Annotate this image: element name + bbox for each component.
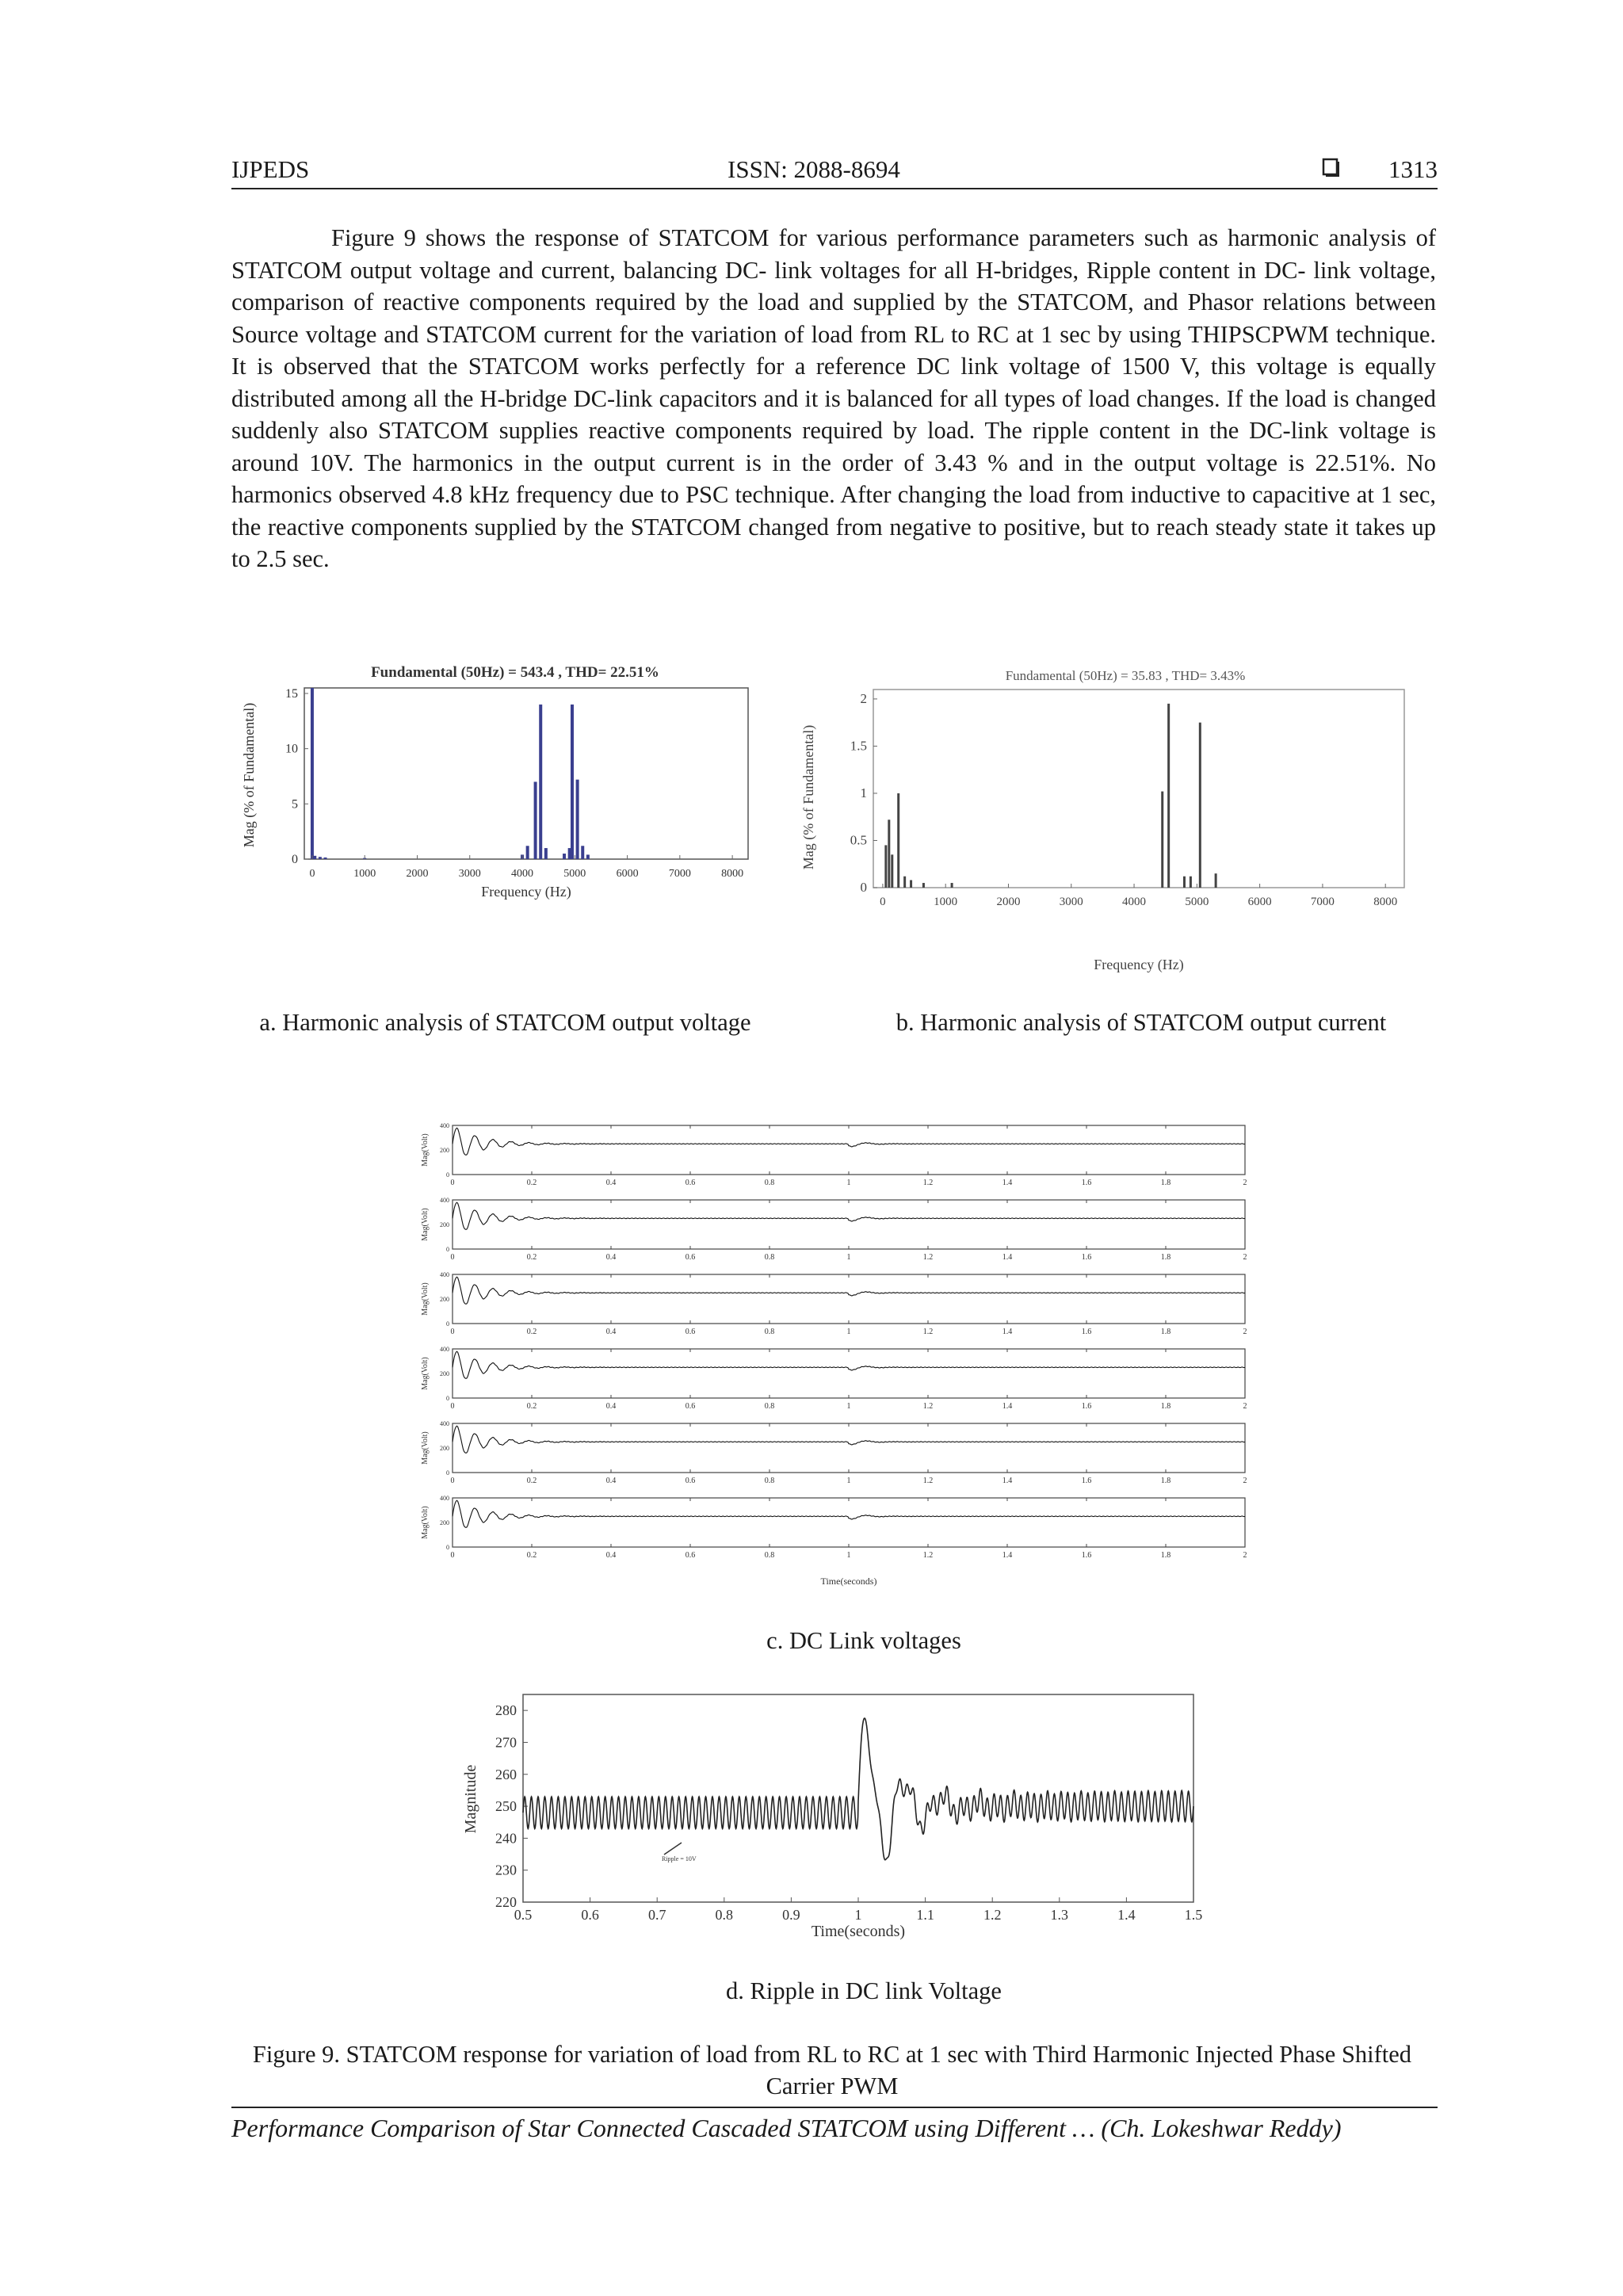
figure-c-xtick-label: 1 (846, 1551, 851, 1560)
figure-a-ylabel: Mag (% of Fundamental) (241, 702, 257, 848)
figure-d-annotation-arrow (664, 1843, 682, 1855)
figure-c-ytick-label: 400 (440, 1420, 449, 1427)
figure-c-dc-link-voltages (408, 1116, 1256, 1591)
figure-c-xtick-label: 0 (450, 1551, 455, 1560)
b-bar-5 (910, 880, 912, 888)
figure-c-xtick-label: 1.8 (1160, 1402, 1171, 1411)
b-bar-10 (1183, 877, 1186, 888)
body-paragraph: Figure 9 shows the response of STATCOM for various performance parameters such as harmonic analysis of STATCOM output voltage and current, balancing DC- link voltages for all H-bridges, Ripple content in DC- link voltage, comparison of reactive components required by the load and supplied by the STATCOM, and Phasor relations between Source voltage and STATCOM current for the variation of load from RL to RC at 1 sec by using THIPSCPWM technique. It is observed that the STATCOM works perfectly for a reference DC link voltage of 1500 V, this voltage is equally distributed among all the H-bridge DC-link capacitors and it is balanced for all types of load changes. If the load is changed suddenly also STATCOM supplies reactive components required by load. The ripple content in the DC-link voltage is around 10V. The harmonics in the output current is in the order of 3.43 % and in the output voltage is 22.51%. No harmonics observed 4.8 kHz frequency due to PSC technique. After changing the load from inductive to capacitive at 1 sec, the reactive components supplied by the STATCOM changed from negative to positive, but to reach steady state it takes up to 2.5 sec. (231, 224, 1436, 572)
figure-c-xtick-label: 1.4 (1002, 1477, 1013, 1485)
a-xtick-label: 5000 (563, 868, 586, 880)
figure-c-xtick-label: 0 (450, 1477, 455, 1485)
figure-c-panel-2 (421, 1197, 1247, 1262)
figure-c-xtick-label: 1 (846, 1179, 851, 1187)
figure-c-xtick-label: 2 (1243, 1402, 1247, 1411)
issn: ISSN: 2088-8694 (727, 155, 900, 183)
caption-a: a. Harmonic analysis of STATCOM output voltage (259, 1009, 751, 1036)
header-rule (231, 188, 1438, 189)
figure-c-xtick-label: 0.2 (526, 1402, 537, 1411)
b-xtick-label: 6000 (1247, 896, 1272, 908)
figure-d-ylabel: Magnitude (462, 1764, 479, 1834)
figure-c-xtick-label: 1.6 (1081, 1179, 1092, 1187)
figure-c-ytick-label: 400 (440, 1122, 449, 1129)
figure-c-ytick-label: 200 (440, 1519, 449, 1526)
figure-c-xtick-label: 1.8 (1160, 1253, 1171, 1262)
figure-c-xtick-label: 0.8 (764, 1477, 775, 1485)
figure-c-panel-frame (453, 1200, 1245, 1249)
figure-c-ytick-label: 200 (440, 1147, 449, 1154)
figure-c-panel-1 (421, 1122, 1247, 1187)
figure-c-xtick-label: 1.8 (1160, 1477, 1171, 1485)
figure-c-ytick-label: 0 (446, 1469, 449, 1477)
figure-c-panel-3 (421, 1271, 1247, 1336)
figure-c-xtick-label: 1.2 (922, 1477, 934, 1485)
b-xtick-label: 4000 (1122, 896, 1147, 908)
a-bar-15 (586, 854, 590, 859)
a-xtick-label: 6000 (616, 868, 639, 880)
a-xtick-label: 4000 (511, 868, 534, 880)
b-ytick-label: 1.5 (850, 738, 867, 754)
b-ytick-label: 0.5 (850, 832, 867, 848)
a-ytick-label: 15 (285, 686, 298, 701)
b-xtick-label: 8000 (1373, 896, 1398, 908)
figure-c-panel-4 (421, 1346, 1247, 1411)
figure-c-ytick-label: 0 (446, 1320, 449, 1328)
a-bar-13 (576, 780, 579, 859)
figure-c-xtick-label: 0 (450, 1179, 455, 1187)
b-ytick-label: 0 (860, 880, 867, 895)
figure-c-ytick-label: 200 (440, 1445, 449, 1452)
b-xtick-label: 1000 (934, 896, 958, 908)
figure-c-xtick-label: 0.8 (764, 1402, 775, 1411)
figure-c-xtick-label: 0.2 (526, 1477, 537, 1485)
a-bar-12 (571, 705, 574, 859)
b-bar-11 (1190, 877, 1192, 888)
figure-a-voltage-harmonics (230, 656, 769, 957)
caption-b: b. Harmonic analysis of STATCOM output current (896, 1009, 1387, 1036)
figure-c-xtick-label: 0.4 (605, 1551, 617, 1560)
page-number: 1313 (1388, 155, 1438, 183)
figure-c-xtick-label: 0.6 (685, 1253, 696, 1262)
figure-d-ytick-label: 270 (495, 1734, 517, 1751)
b-bar-7 (951, 883, 953, 888)
a-xtick-label: 7000 (668, 868, 691, 880)
figure-d-xtick-label: 1.2 (983, 1907, 1002, 1923)
b-bar-3 (897, 793, 899, 888)
figure-d-xtick-label: 1.1 (916, 1907, 934, 1923)
figure-c-xtick-label: 2 (1243, 1551, 1247, 1560)
b-ytick-label: 2 (860, 690, 867, 706)
figure-c-xtick-label: 0.2 (526, 1328, 537, 1336)
figure-c-waveform (453, 1277, 1245, 1304)
figure-c-xtick-label: 0 (450, 1328, 455, 1336)
figure-c-ytick-label: 200 (440, 1221, 449, 1228)
figure-c-ytick-label: 0 (446, 1171, 449, 1179)
a-bar-14 (581, 846, 584, 859)
b-ytick-label: 1 (860, 785, 867, 800)
figure-c-ytick-label: 0 (446, 1544, 449, 1551)
figure-c-xtick-label: 2 (1243, 1253, 1247, 1262)
figure-c-xtick-label: 1.4 (1002, 1551, 1013, 1560)
figure-d-xtick-label: 0.6 (581, 1907, 599, 1923)
figure-c-xtick-label: 0.2 (526, 1179, 537, 1187)
a-bar-3 (324, 858, 327, 859)
figure-d-ripple-line (523, 1718, 1193, 1860)
figure-c-xtick-label: 0.4 (605, 1477, 617, 1485)
figure-d-xtick-label: 1 (854, 1907, 862, 1923)
figure-c-ylabel: Mag(Volt) (421, 1208, 430, 1241)
figure-c-xtick-label: 0.6 (685, 1402, 696, 1411)
b-xtick-label: 0 (880, 896, 886, 908)
figure-c-xtick-label: 1.8 (1160, 1179, 1171, 1187)
figure-c-xtick-label: 0.6 (685, 1477, 696, 1485)
a-xtick-label: 8000 (721, 868, 744, 880)
figure-c-xtick-label: 1.4 (1002, 1402, 1013, 1411)
b-bar-8 (1161, 792, 1163, 888)
figure-c-xtick-label: 0.8 (764, 1551, 775, 1560)
figure-d-xtick-label: 0.7 (647, 1907, 666, 1923)
figure-c-ytick-label: 200 (440, 1370, 449, 1377)
figure-d-xtick-label: 1.3 (1050, 1907, 1069, 1923)
a-bar-1 (313, 856, 316, 859)
b-bar-4 (903, 877, 906, 888)
figure-d-xtick-label: 1.4 (1117, 1907, 1136, 1923)
figure-c-xtick-label: 1.4 (1002, 1328, 1013, 1336)
figure-c-xtick-label: 0.2 (526, 1253, 537, 1262)
figure-d-ytick-label: 230 (495, 1862, 517, 1878)
figure-c-xtick-label: 1 (846, 1328, 851, 1336)
b-bar-0 (884, 845, 887, 888)
a-xtick-label: 1000 (353, 868, 376, 880)
figure-c-panel-frame (453, 1498, 1245, 1547)
b-xtick-label: 5000 (1185, 896, 1209, 908)
b-xtick-label: 7000 (1310, 896, 1335, 908)
b-bar-12 (1199, 723, 1201, 888)
figure-c-xtick-label: 1.6 (1081, 1477, 1092, 1485)
figure-c-xtick-label: 0.8 (764, 1253, 775, 1262)
figure-a-bars (311, 688, 590, 859)
figure-c-xtick-label: 1.6 (1081, 1402, 1092, 1411)
a-xtick-label: 0 (309, 868, 315, 880)
figure-c-xtick-label: 1.4 (1002, 1253, 1013, 1262)
figure-c-ylabel: Mag(Volt) (421, 1282, 430, 1316)
page-box-icon (1322, 155, 1341, 184)
caption-c: c. DC Link voltages (766, 1627, 961, 1654)
figure-c-xtick-label: 1.6 (1081, 1328, 1092, 1336)
figure-c-waveform (453, 1202, 1245, 1229)
figure-d-dc-link-ripple (452, 1688, 1212, 1950)
figure-c-xtick-label: 1.2 (922, 1402, 934, 1411)
figure-c-waveform (453, 1351, 1245, 1378)
a-ytick-label: 0 (292, 853, 298, 866)
figure-c-ytick-label: 400 (440, 1346, 449, 1353)
figure-c-panel-frame (453, 1349, 1245, 1398)
figure-b-bars (884, 704, 1216, 888)
figure-c-panel-6 (421, 1495, 1247, 1560)
caption-d: d. Ripple in DC link Voltage (726, 1977, 1002, 2004)
figure-c-ylabel: Mag(Volt) (421, 1357, 430, 1390)
a-ytick-label: 5 (292, 797, 298, 812)
a-bar-10 (563, 854, 566, 859)
b-xtick-label: 3000 (1059, 896, 1083, 908)
figure-c-ytick-label: 400 (440, 1495, 449, 1502)
b-bar-9 (1167, 704, 1170, 888)
figure-c-xtick-label: 0 (450, 1402, 455, 1411)
figure-c-ytick-label: 400 (440, 1197, 449, 1204)
figure-c-panel-frame (453, 1423, 1245, 1473)
figure-d-xtick-label: 0.9 (782, 1907, 800, 1923)
figure-c-waveform (453, 1426, 1245, 1453)
figure-d-xtick-label: 1.5 (1184, 1907, 1203, 1923)
figure-d-xticks (514, 1907, 1203, 1923)
footer-running-title: Performance Comparison of Star Connected Cascaded STATCOM using Different … (Ch. Lokeshwar Reddy) (231, 2114, 1342, 2142)
b-bar-1 (888, 819, 890, 888)
figure-c-xtick-label: 0 (450, 1253, 455, 1262)
figure-c-xtick-label: 0.4 (605, 1179, 617, 1187)
a-bar-7 (534, 781, 537, 859)
figure-c-xtick-label: 0.4 (605, 1402, 617, 1411)
figure-caption: Figure 9. STATCOM response for variation of load from RL to RC at 1 sec with Third Harmonic Injected Phase Shifted Carrier PWM (252, 2041, 1412, 2099)
figure-c-waveform (453, 1128, 1245, 1155)
figure-c-xtick-label: 0.8 (764, 1179, 775, 1187)
figure-d-ytick-label: 220 (495, 1894, 517, 1910)
figure-c-panels (421, 1122, 1247, 1560)
journal-name: IJPEDS (231, 155, 310, 183)
figure-d-xtick-label: 0.5 (514, 1907, 533, 1923)
figure-c-xtick-label: 0.8 (764, 1328, 775, 1336)
figure-d-xlabel: Time(seconds) (811, 1923, 906, 1940)
b-bar-6 (922, 883, 925, 888)
figure-d-annotation: Ripple = 10V (662, 1855, 697, 1862)
figure-c-ytick-label: 0 (446, 1395, 449, 1402)
figure-c-xtick-label: 1.2 (922, 1551, 934, 1560)
figure-c-xtick-label: 0.6 (685, 1328, 696, 1336)
figure-d-ytick-label: 280 (495, 1702, 517, 1719)
figure-a-xlabel: Frequency (Hz) (481, 884, 571, 900)
a-bar-0 (311, 688, 314, 859)
figure-c-xtick-label: 1 (846, 1402, 851, 1411)
figure-c-xtick-label: 0.6 (685, 1551, 696, 1560)
figure-c-xtick-label: 0.6 (685, 1179, 696, 1187)
figure-c-ytick-label: 200 (440, 1296, 449, 1303)
figure-d-xtick-label: 0.8 (715, 1907, 734, 1923)
a-bar-9 (544, 848, 548, 859)
figure-c-xtick-label: 1.8 (1160, 1328, 1171, 1336)
figure-d-yticks (495, 1702, 517, 1910)
figure-c-ylabel: Mag(Volt) (421, 1506, 430, 1539)
figure-c-xtick-label: 1.8 (1160, 1551, 1171, 1560)
a-bar-2 (319, 857, 322, 859)
figure-c-xlabel: Time(seconds) (820, 1576, 877, 1587)
footer-rule (231, 2107, 1438, 2108)
figure-c-xtick-label: 1.2 (922, 1179, 934, 1187)
figure-d-ytick-label: 260 (495, 1766, 517, 1782)
a-xtick-label: 2000 (406, 868, 429, 880)
figure-b-xlabel: Frequency (Hz) (1094, 957, 1184, 972)
figure-b-title: Fundamental (50Hz) = 35.83 , THD= 3.43% (1005, 668, 1246, 683)
figure-d-ytick-label: 240 (495, 1830, 517, 1847)
figure-c-xtick-label: 1.6 (1081, 1253, 1092, 1262)
a-bar-8 (539, 705, 542, 859)
b-bar-2 (891, 854, 893, 888)
figure-d-ytick-label: 250 (495, 1798, 517, 1815)
figure-c-panel-5 (421, 1420, 1247, 1485)
a-ytick-label: 10 (285, 742, 298, 756)
figure-c-panel-frame (453, 1125, 1245, 1175)
figure-c-xtick-label: 1.2 (922, 1253, 934, 1262)
b-bar-13 (1215, 873, 1217, 888)
figure-c-xtick-label: 0.4 (605, 1253, 617, 1262)
figure-c-xtick-label: 2 (1243, 1328, 1247, 1336)
figure-c-xtick-label: 1.2 (922, 1328, 934, 1336)
a-xtick-label: 3000 (458, 868, 481, 880)
figure-c-xtick-label: 0.4 (605, 1328, 617, 1336)
a-bar-6 (526, 846, 529, 859)
figure-c-xtick-label: 2 (1243, 1179, 1247, 1187)
b-xtick-label: 2000 (996, 896, 1021, 908)
figure-c-panel-frame (453, 1274, 1245, 1324)
figure-c-ytick-label: 400 (440, 1271, 449, 1278)
figure-c-waveform (453, 1500, 1245, 1527)
figure-c-ylabel: Mag(Volt) (421, 1133, 430, 1167)
figure-b-ylabel: Mag (% of Fundamental) (800, 724, 816, 870)
figure-c-xtick-label: 1.4 (1002, 1179, 1013, 1187)
figure-c-xtick-label: 1.6 (1081, 1551, 1092, 1560)
figure-c-xtick-label: 2 (1243, 1477, 1247, 1485)
figure-c-ylabel: Mag(Volt) (421, 1431, 430, 1465)
figure-c-xtick-label: 0.2 (526, 1551, 537, 1560)
figure-a-title: Fundamental (50Hz) = 543.4 , THD= 22.51% (371, 664, 659, 681)
figure-c-xtick-label: 1 (846, 1477, 851, 1485)
figure-c-ytick-label: 0 (446, 1246, 449, 1253)
figure-c-xtick-label: 1 (846, 1253, 851, 1262)
figure-b-current-harmonics (785, 656, 1434, 997)
